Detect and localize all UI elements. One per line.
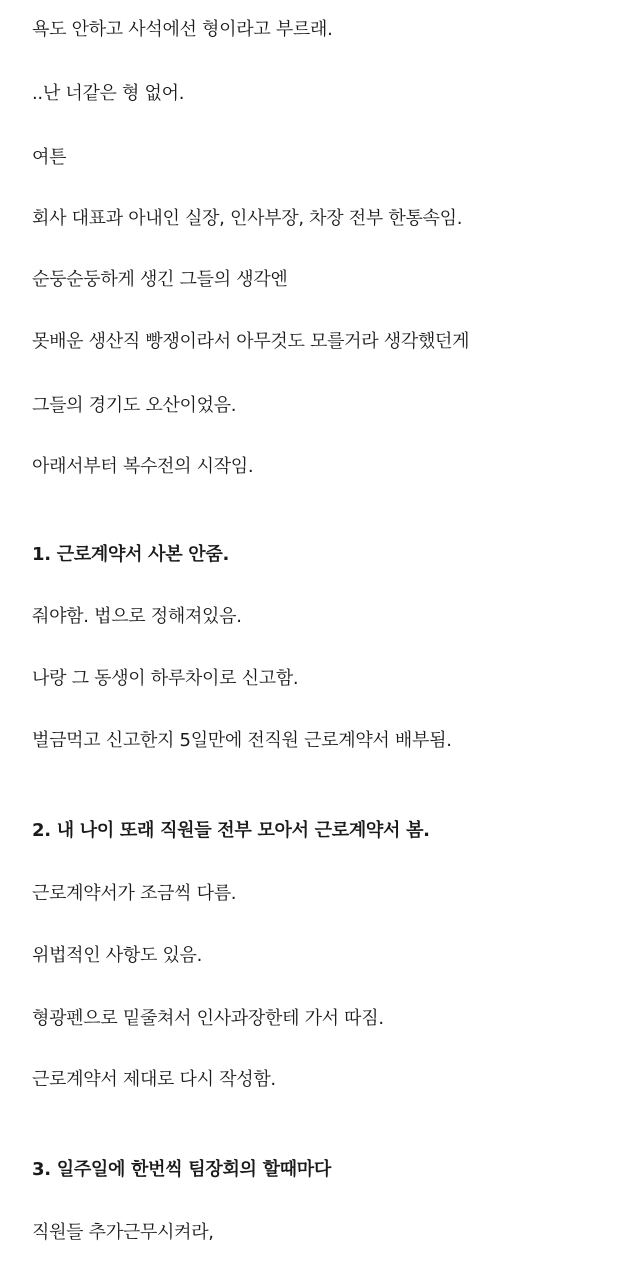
text-line: 아래서부터 복수전의 시작임.: [32, 456, 254, 477]
text-line: 근로계약서가 조금씩 다름.: [32, 883, 237, 904]
text-line: 직원들 추가근무시켜라,: [32, 1222, 214, 1243]
text-line: 순둥순둥하게 생긴 그들의 생각엔: [32, 269, 288, 290]
text-line: 회사 대표과 아내인 실장, 인사부장, 차장 전부 한통속임.: [32, 208, 463, 229]
text-line: 여튼: [32, 147, 67, 168]
text-line: 벌금먹고 신고한지 5일만에 전직원 근로계약서 배부됨.: [32, 730, 452, 751]
text-line: 욕도 안하고 사석에선 형이라고 부르래.: [32, 19, 333, 40]
text-line: 위법적인 사항도 있음.: [32, 945, 203, 966]
text-line: 그들의 경기도 오산이었음.: [32, 395, 237, 416]
text-line: 근로계약서 제대로 다시 작성함.: [32, 1069, 276, 1090]
text-line: 못배운 생산직 빵쟁이라서 아무것도 모를거라 생각했던게: [32, 331, 470, 352]
text-line: 나랑 그 동생이 하루차이로 신고함.: [32, 668, 299, 689]
section-heading: 3. 일주일에 한번씩 팀장회의 할때마다: [32, 1159, 331, 1180]
section-heading: 2. 내 나이 또래 직원들 전부 모아서 근로계약서 봄.: [32, 820, 430, 841]
text-line: ..난 너같은 형 없어.: [32, 83, 185, 104]
text-line: 줘야함. 법으로 정해져있음.: [32, 606, 242, 627]
section-heading: 1. 근로계약서 사본 안줌.: [32, 544, 229, 565]
text-line: 형광펜으로 밑줄쳐서 인사과장한테 가서 따짐.: [32, 1008, 384, 1029]
